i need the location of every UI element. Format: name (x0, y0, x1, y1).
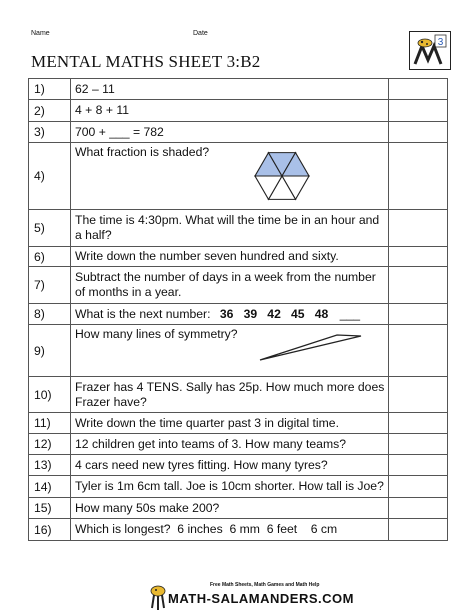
page-title: MENTAL MATHS SHEET 3:B2 (31, 52, 261, 71)
shaded-hexagon-figure (251, 148, 313, 204)
question-cell (71, 325, 389, 377)
answer-box[interactable] (389, 210, 448, 247)
answer-box[interactable] (389, 122, 448, 143)
question-text: Write down the number seven hundred and sixty. (71, 247, 389, 267)
question-number: 8) (29, 304, 71, 325)
question-number: 7) (29, 267, 71, 304)
question-cell (71, 143, 389, 210)
question-text: Which is longest? 6 inches 6 mm 6 feet 6 cm (71, 519, 389, 541)
table-row (29, 498, 448, 519)
question-text: What is the next number: (75, 306, 211, 321)
logo-grade: 3 (437, 37, 444, 48)
question-text: 700 + ___ = 782 (71, 122, 389, 143)
table-row (29, 122, 448, 143)
question-text: How many lines of symmetry? (75, 327, 238, 341)
number-sequence: 36 39 42 45 48 (219, 306, 329, 321)
question-number: 3) (29, 122, 71, 143)
question-number: 5) (29, 210, 71, 247)
question-number: 15) (29, 498, 71, 519)
answer-box[interactable] (389, 413, 448, 434)
table-row (29, 267, 448, 304)
question-text: Tyler is 1m 6cm tall. Joe is 10cm shorter. How tall is Joe? (71, 476, 389, 498)
table-row (29, 413, 448, 434)
question-number: 1) (29, 79, 71, 100)
salamander-footer-icon (148, 581, 168, 611)
question-number: 14) (29, 476, 71, 498)
answer-box[interactable] (389, 377, 448, 413)
question-number: 16) (29, 519, 71, 541)
table-row (29, 455, 448, 476)
triangle-shape (259, 333, 363, 363)
answer-box[interactable] (389, 267, 448, 304)
answer-box[interactable] (389, 304, 448, 325)
answer-box[interactable] (389, 247, 448, 267)
table-row (29, 304, 448, 325)
question-number: 6) (29, 247, 71, 267)
table-row (29, 434, 448, 455)
answer-box[interactable] (389, 434, 448, 455)
answer-box[interactable] (389, 100, 448, 122)
question-number: 2) (29, 100, 71, 122)
question-text: 4 + 8 + 11 (71, 100, 389, 122)
table-row (29, 247, 448, 267)
footer-tagline: Free Math Sheets, Math Games and Math Help (210, 582, 320, 588)
question-number: 4) (29, 143, 71, 210)
table-row (29, 79, 448, 100)
answer-box[interactable] (389, 519, 448, 541)
salamander-logo (409, 31, 451, 70)
answer-box[interactable] (389, 455, 448, 476)
question-number: 10) (29, 377, 71, 413)
question-text: 62 – 11 (71, 79, 389, 100)
salamander-logo-icon (410, 32, 450, 69)
question-text: How many 50s make 200? (71, 498, 389, 519)
footer-site[interactable]: MATH-SALAMANDERS.COM (168, 591, 354, 606)
table-row (29, 476, 448, 498)
answer-box[interactable] (389, 325, 448, 377)
table-row (29, 100, 448, 122)
table-row (29, 325, 448, 377)
question-text: 12 children get into teams of 3. How many teams? (71, 434, 389, 455)
table-row (29, 519, 448, 541)
date-label: Date (193, 30, 208, 37)
question-text: Frazer has 4 TENS. Sally has 25p. How much more does Frazer have? (71, 377, 389, 413)
question-text: What fraction is shaded? (75, 145, 210, 159)
answer-box[interactable] (389, 143, 448, 210)
question-number: 9) (29, 325, 71, 377)
question-number: 11) (29, 413, 71, 434)
question-table (28, 78, 448, 541)
answer-blank: ___ (339, 306, 361, 321)
answer-box[interactable] (389, 498, 448, 519)
table-row (29, 210, 448, 247)
question-text: Write down the time quarter past 3 in digital time. (71, 413, 389, 434)
answer-box[interactable] (389, 79, 448, 100)
question-number: 13) (29, 455, 71, 476)
answer-box[interactable] (389, 476, 448, 498)
question-text: 4 cars need new tyres fitting. How many tyres? (71, 455, 389, 476)
table-row (29, 377, 448, 413)
question-cell (71, 304, 389, 325)
table-row (29, 143, 448, 210)
question-text: The time is 4:30pm. What will the time be in an hour and a half? (71, 210, 389, 247)
name-label: Name (31, 30, 50, 37)
question-text: Subtract the number of days in a week from the number of months in a year. (71, 267, 389, 304)
question-number: 12) (29, 434, 71, 455)
